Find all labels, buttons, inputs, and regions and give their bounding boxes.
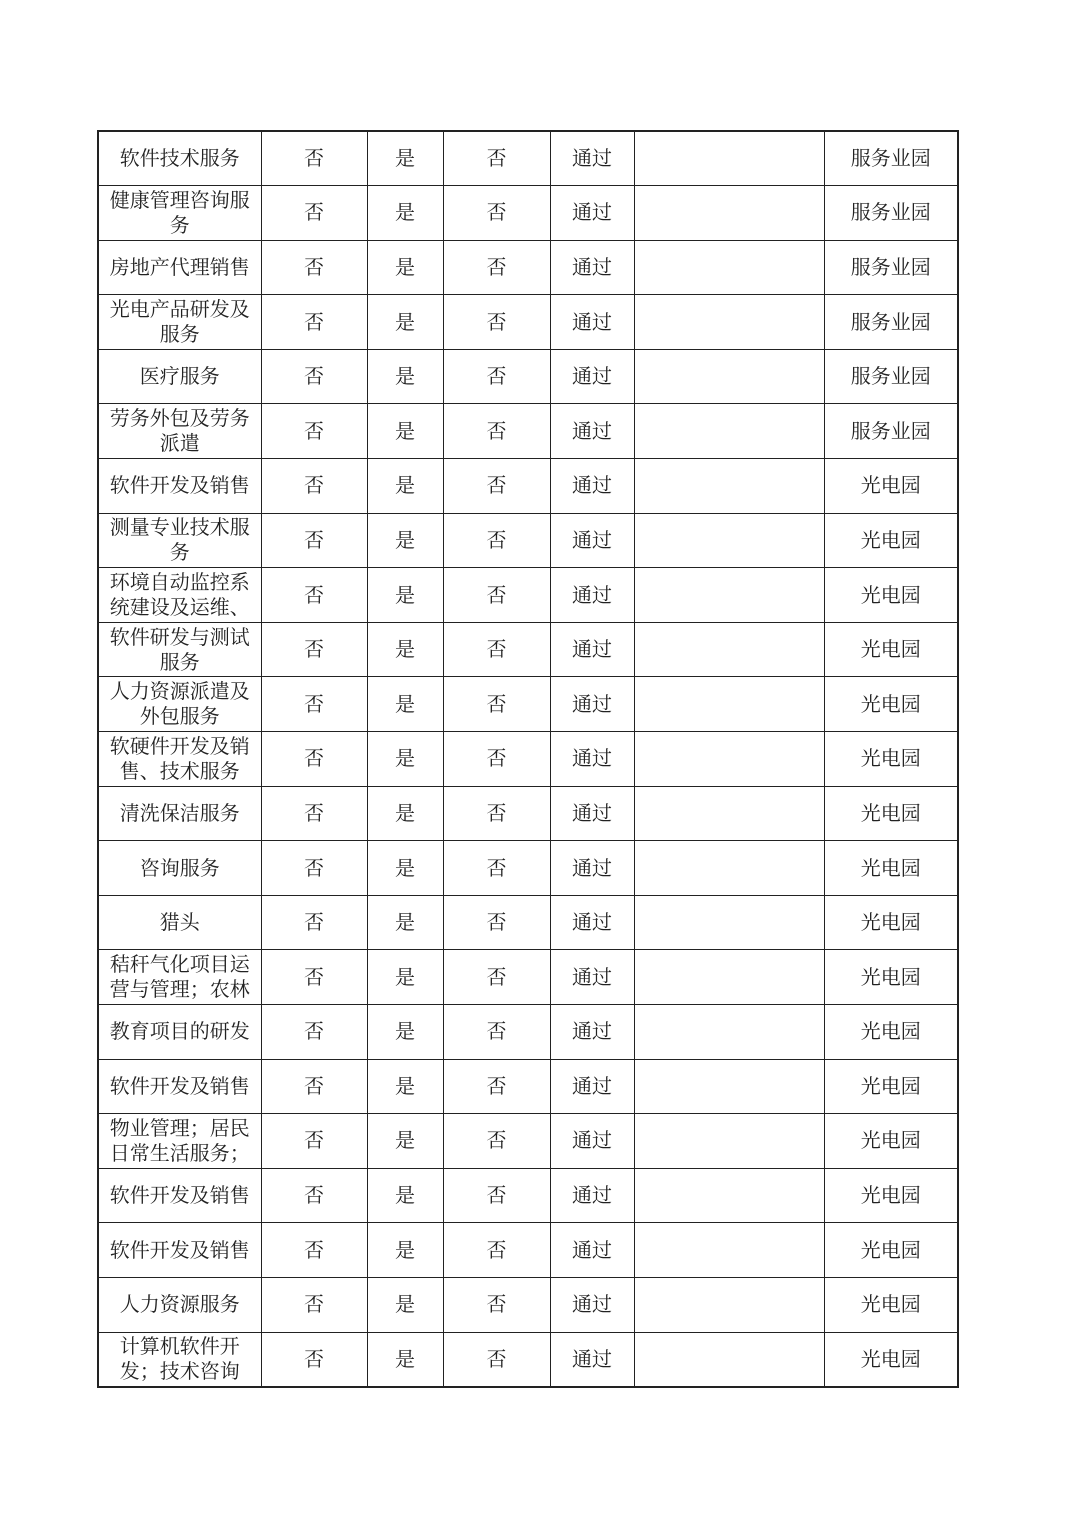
flag-cell-2: 是: [367, 786, 443, 841]
result-cell: 通过: [550, 404, 634, 459]
flag-cell-2: 是: [367, 677, 443, 732]
note-cell: [634, 186, 824, 241]
business-cell: 计算机软件开发；技术咨询: [98, 1332, 261, 1387]
business-cell: 教育项目的研发: [98, 1005, 261, 1060]
park-cell: 光电园: [824, 459, 958, 514]
note-cell: [634, 841, 824, 896]
park-cell: 光电园: [824, 622, 958, 677]
flag-cell-1: 否: [261, 349, 367, 404]
park-cell: 服务业园: [824, 295, 958, 350]
flag-cell-2: 是: [367, 1277, 443, 1332]
flag-cell-1: 否: [261, 1223, 367, 1278]
park-cell: 服务业园: [824, 240, 958, 295]
note-cell: [634, 513, 824, 568]
flag-cell-1: 否: [261, 1059, 367, 1114]
business-cell: 房地产代理销售: [98, 240, 261, 295]
flag-cell-3: 否: [443, 1168, 550, 1223]
business-cell: 软件开发及销售: [98, 1168, 261, 1223]
flag-cell-1: 否: [261, 841, 367, 896]
note-cell: [634, 131, 824, 186]
flag-cell-2: 是: [367, 1059, 443, 1114]
table-row: [98, 1114, 958, 1169]
result-cell: 通过: [550, 186, 634, 241]
park-cell: 光电园: [824, 513, 958, 568]
business-cell: 咨询服务: [98, 841, 261, 896]
flag-cell-3: 否: [443, 295, 550, 350]
flag-cell-2: 是: [367, 1114, 443, 1169]
result-cell: 通过: [550, 1005, 634, 1060]
flag-cell-1: 否: [261, 677, 367, 732]
flag-cell-1: 否: [261, 240, 367, 295]
note-cell: [634, 1277, 824, 1332]
park-cell: 光电园: [824, 1168, 958, 1223]
table-row: [98, 1059, 958, 1114]
flag-cell-1: 否: [261, 295, 367, 350]
table-row: [98, 677, 958, 732]
flag-cell-3: 否: [443, 349, 550, 404]
park-cell: 光电园: [824, 1223, 958, 1278]
flag-cell-2: 是: [367, 295, 443, 350]
business-cell: 健康管理咨询服务: [98, 186, 261, 241]
result-cell: 通过: [550, 1114, 634, 1169]
flag-cell-2: 是: [367, 841, 443, 896]
result-cell: 通过: [550, 1168, 634, 1223]
park-cell: 光电园: [824, 950, 958, 1005]
park-cell: 光电园: [824, 1332, 958, 1387]
table-row: [98, 459, 958, 514]
table-row: [98, 732, 958, 787]
table-row: [98, 404, 958, 459]
flag-cell-2: 是: [367, 404, 443, 459]
result-cell: 通过: [550, 677, 634, 732]
flag-cell-3: 否: [443, 459, 550, 514]
flag-cell-1: 否: [261, 786, 367, 841]
flag-cell-3: 否: [443, 1277, 550, 1332]
flag-cell-2: 是: [367, 459, 443, 514]
flag-cell-1: 否: [261, 513, 367, 568]
business-cell: 软件技术服务: [98, 131, 261, 186]
note-cell: [634, 349, 824, 404]
flag-cell-3: 否: [443, 1005, 550, 1060]
flag-cell-3: 否: [443, 404, 550, 459]
result-cell: 通过: [550, 950, 634, 1005]
table-row: [98, 622, 958, 677]
note-cell: [634, 1223, 824, 1278]
note-cell: [634, 950, 824, 1005]
result-cell: 通过: [550, 1223, 634, 1278]
flag-cell-2: 是: [367, 1332, 443, 1387]
result-cell: 通过: [550, 1059, 634, 1114]
business-cell: 软件开发及销售: [98, 1223, 261, 1278]
business-cell: 清洗保洁服务: [98, 786, 261, 841]
park-cell: 光电园: [824, 1277, 958, 1332]
note-cell: [634, 1059, 824, 1114]
note-cell: [634, 1332, 824, 1387]
table-row: [98, 786, 958, 841]
note-cell: [634, 677, 824, 732]
flag-cell-3: 否: [443, 513, 550, 568]
result-cell: 通过: [550, 1277, 634, 1332]
flag-cell-1: 否: [261, 950, 367, 1005]
business-cell: 环境自动监控系统建设及运维、: [98, 568, 261, 623]
flag-cell-3: 否: [443, 622, 550, 677]
park-cell: 光电园: [824, 895, 958, 950]
table-row: [98, 1332, 958, 1387]
flag-cell-1: 否: [261, 1005, 367, 1060]
park-cell: 光电园: [824, 841, 958, 896]
note-cell: [634, 240, 824, 295]
flag-cell-1: 否: [261, 1168, 367, 1223]
note-cell: [634, 459, 824, 514]
business-cell: 医疗服务: [98, 349, 261, 404]
park-cell: 光电园: [824, 1005, 958, 1060]
flag-cell-2: 是: [367, 622, 443, 677]
table-row: [98, 1223, 958, 1278]
table-row: [98, 1277, 958, 1332]
table-row: [98, 568, 958, 623]
park-cell: 光电园: [824, 568, 958, 623]
result-cell: 通过: [550, 513, 634, 568]
flag-cell-3: 否: [443, 240, 550, 295]
note-cell: [634, 1168, 824, 1223]
flag-cell-2: 是: [367, 950, 443, 1005]
park-cell: 光电园: [824, 786, 958, 841]
business-cell: 劳务外包及劳务派遣: [98, 404, 261, 459]
result-cell: 通过: [550, 295, 634, 350]
park-cell: 服务业园: [824, 349, 958, 404]
flag-cell-2: 是: [367, 513, 443, 568]
business-cell: 软件开发及销售: [98, 459, 261, 514]
flag-cell-2: 是: [367, 1168, 443, 1223]
table-row: [98, 295, 958, 350]
result-cell: 通过: [550, 895, 634, 950]
result-cell: 通过: [550, 568, 634, 623]
data-table: [97, 130, 959, 1388]
business-cell: 软硬件开发及销售、技术服务: [98, 732, 261, 787]
result-cell: 通过: [550, 459, 634, 514]
flag-cell-1: 否: [261, 622, 367, 677]
flag-cell-1: 否: [261, 1332, 367, 1387]
business-cell: 软件研发与测试服务: [98, 622, 261, 677]
park-cell: 光电园: [824, 1059, 958, 1114]
table-row: [98, 513, 958, 568]
result-cell: 通过: [550, 841, 634, 896]
flag-cell-1: 否: [261, 732, 367, 787]
flag-cell-1: 否: [261, 186, 367, 241]
flag-cell-1: 否: [261, 568, 367, 623]
flag-cell-3: 否: [443, 186, 550, 241]
business-cell: 光电产品研发及服务: [98, 295, 261, 350]
flag-cell-2: 是: [367, 131, 443, 186]
business-cell: 人力资源派遣及外包服务: [98, 677, 261, 732]
result-cell: 通过: [550, 131, 634, 186]
table-row: [98, 950, 958, 1005]
result-cell: 通过: [550, 622, 634, 677]
note-cell: [634, 1005, 824, 1060]
flag-cell-2: 是: [367, 349, 443, 404]
table-row: [98, 349, 958, 404]
business-cell: 测量专业技术服务: [98, 513, 261, 568]
flag-cell-3: 否: [443, 131, 550, 186]
flag-cell-3: 否: [443, 786, 550, 841]
table-row: [98, 240, 958, 295]
result-cell: 通过: [550, 1332, 634, 1387]
result-cell: 通过: [550, 732, 634, 787]
flag-cell-2: 是: [367, 732, 443, 787]
note-cell: [634, 404, 824, 459]
flag-cell-2: 是: [367, 240, 443, 295]
flag-cell-1: 否: [261, 459, 367, 514]
business-cell: 物业管理；居民日常生活服务；: [98, 1114, 261, 1169]
table-row: [98, 1168, 958, 1223]
flag-cell-1: 否: [261, 1114, 367, 1169]
flag-cell-3: 否: [443, 1223, 550, 1278]
flag-cell-2: 是: [367, 568, 443, 623]
flag-cell-3: 否: [443, 1059, 550, 1114]
flag-cell-3: 否: [443, 732, 550, 787]
flag-cell-2: 是: [367, 895, 443, 950]
park-cell: 服务业园: [824, 131, 958, 186]
note-cell: [634, 895, 824, 950]
table-row: [98, 841, 958, 896]
result-cell: 通过: [550, 349, 634, 404]
flag-cell-3: 否: [443, 568, 550, 623]
park-cell: 光电园: [824, 677, 958, 732]
business-cell: 软件开发及销售: [98, 1059, 261, 1114]
result-cell: 通过: [550, 240, 634, 295]
note-cell: [634, 786, 824, 841]
flag-cell-1: 否: [261, 1277, 367, 1332]
flag-cell-2: 是: [367, 1005, 443, 1060]
flag-cell-2: 是: [367, 1223, 443, 1278]
result-cell: 通过: [550, 786, 634, 841]
park-cell: 光电园: [824, 1114, 958, 1169]
note-cell: [634, 568, 824, 623]
note-cell: [634, 622, 824, 677]
flag-cell-1: 否: [261, 404, 367, 459]
note-cell: [634, 732, 824, 787]
table-row: [98, 1005, 958, 1060]
note-cell: [634, 295, 824, 350]
table-body: [98, 131, 958, 1387]
flag-cell-3: 否: [443, 1332, 550, 1387]
note-cell: [634, 1114, 824, 1169]
park-cell: 服务业园: [824, 186, 958, 241]
flag-cell-3: 否: [443, 895, 550, 950]
table-row: [98, 186, 958, 241]
table-row: [98, 895, 958, 950]
flag-cell-3: 否: [443, 841, 550, 896]
flag-cell-1: 否: [261, 895, 367, 950]
flag-cell-2: 是: [367, 186, 443, 241]
flag-cell-1: 否: [261, 131, 367, 186]
park-cell: 服务业园: [824, 404, 958, 459]
flag-cell-3: 否: [443, 1114, 550, 1169]
business-cell: 秸秆气化项目运营与管理；农林: [98, 950, 261, 1005]
business-cell: 人力资源服务: [98, 1277, 261, 1332]
flag-cell-3: 否: [443, 950, 550, 1005]
park-cell: 光电园: [824, 732, 958, 787]
flag-cell-3: 否: [443, 677, 550, 732]
business-cell: 猎头: [98, 895, 261, 950]
table-row: [98, 131, 958, 186]
